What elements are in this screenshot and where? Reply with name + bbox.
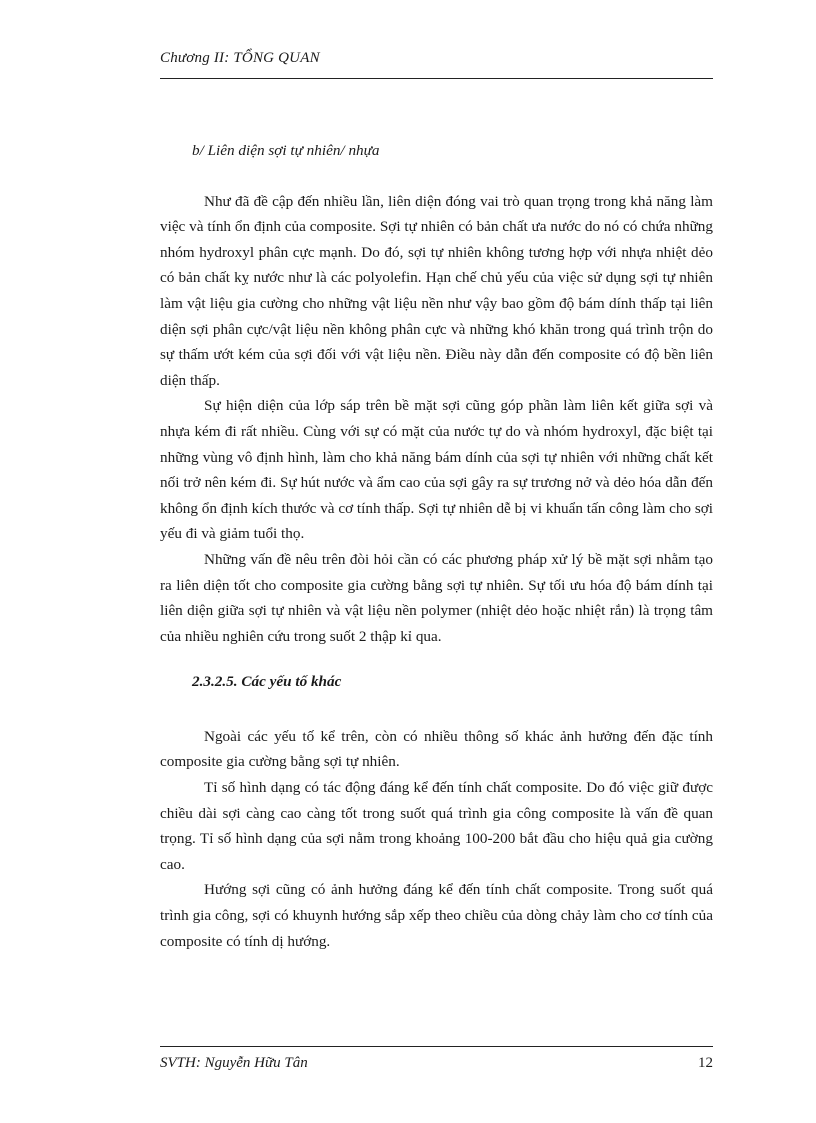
page-number: 12 xyxy=(698,1055,713,1071)
page-content xyxy=(160,138,713,954)
footer-author: SVTH: Nguyễn Hữu Tân xyxy=(160,1055,308,1071)
paragraph: Hướng sợi cũng có ảnh hưởng đáng kể đến tính chất composite. Trong suốt quá trình gia công, sợi có khuynh hướng sắp xếp theo chiều của dòng chảy làm cho cơ tính của composite có tính dị hướng. xyxy=(160,881,713,950)
section-heading-2325: 2.3.2.5. Các yếu tố khác xyxy=(192,673,342,691)
paragraph: Những vấn đề nêu trên đòi hỏi cần có các phương pháp xử lý bề mặt sợi nhằm tạo ra liên diện tốt cho composite gia cường bằng sợi tự nhiên. Sự tối ưu hóa độ bám dính tại liên diện giữa sợi tự nhiên và vật liệu nền polymer (nhiệt dẻo hoặc nhiệt rắn) là trọng tâm của nhiều nghiên cứu trong suốt 2 thập kỉ qua. xyxy=(160,550,713,645)
subsection-heading-b: b/ Liên diện sợi tự nhiên/ nhựa xyxy=(192,142,380,159)
paragraph: Tỉ số hình dạng có tác động đáng kể đến tính chất composite. Do đó việc giữ được chiều dài sợi càng cao càng tốt trong suốt quá trình gia công composite là vấn đề quan trọng. Tỉ số hình dạng của sợi nằm trong khoảng 100-200 bắt đầu cho hiệu quả gia cường cao. xyxy=(160,779,713,873)
page-header xyxy=(160,48,713,79)
paragraph: Ngoài các yếu tố kể trên, còn có nhiều thông số khác ảnh hưởng đến đặc tính composite gia cường bằng sợi tự nhiên. xyxy=(160,727,713,771)
paragraph: Như đã đề cập đến nhiều lần, liên diện đóng vai trò quan trọng trong khả năng làm việc và tính ổn định của composite. Sợi tự nhiên có bản chất ưa nước do nó có chứa những nhóm hydroxyl phân cực mạnh. Do đó, sợi tự nhiên không tương hợp với nhựa nhiệt dẻo có bản chất kỵ nước như là các polyolefin. Hạn chế chủ yếu của việc sử dụng sợi tự nhiên làm vật liệu gia cường cho những vật liệu nền như vậy bao gồm độ bám dính thấp tại liên diện sợi phân cực/vật liệu nền không phân cực và những khó khăn trong quá trình trộn do sự thấm ướt kém của sợi đối với vật liệu nền. Điều này dẫn đến composite có độ bền liên diện thấp. xyxy=(160,192,713,389)
page-footer xyxy=(160,1046,713,1077)
paragraph: Sự hiện diện của lớp sáp trên bề mặt sợi cũng góp phần làm liên kết giữa sợi và nhựa kém đi rất nhiều. Cùng với sự có mặt của nước tự do và nhóm hydroxyl, đặc biệt tại những vùng vô định hình, làm cho khả năng bám dính của sợi tự nhiên với những chất kết nối trở nên kém đi. Sự hút nước và ẩm cao của sợi gây ra sự trương nở và dẻo hóa dẫn đến không ổn định kích thước và cơ tính thấp. Sợi tự nhiên dễ bị vi khuẩn tấn công làm cho sợi yếu đi và giảm tuổi thọ. xyxy=(160,397,713,543)
chapter-title: Chương II: TỔNG QUAN xyxy=(160,50,320,66)
